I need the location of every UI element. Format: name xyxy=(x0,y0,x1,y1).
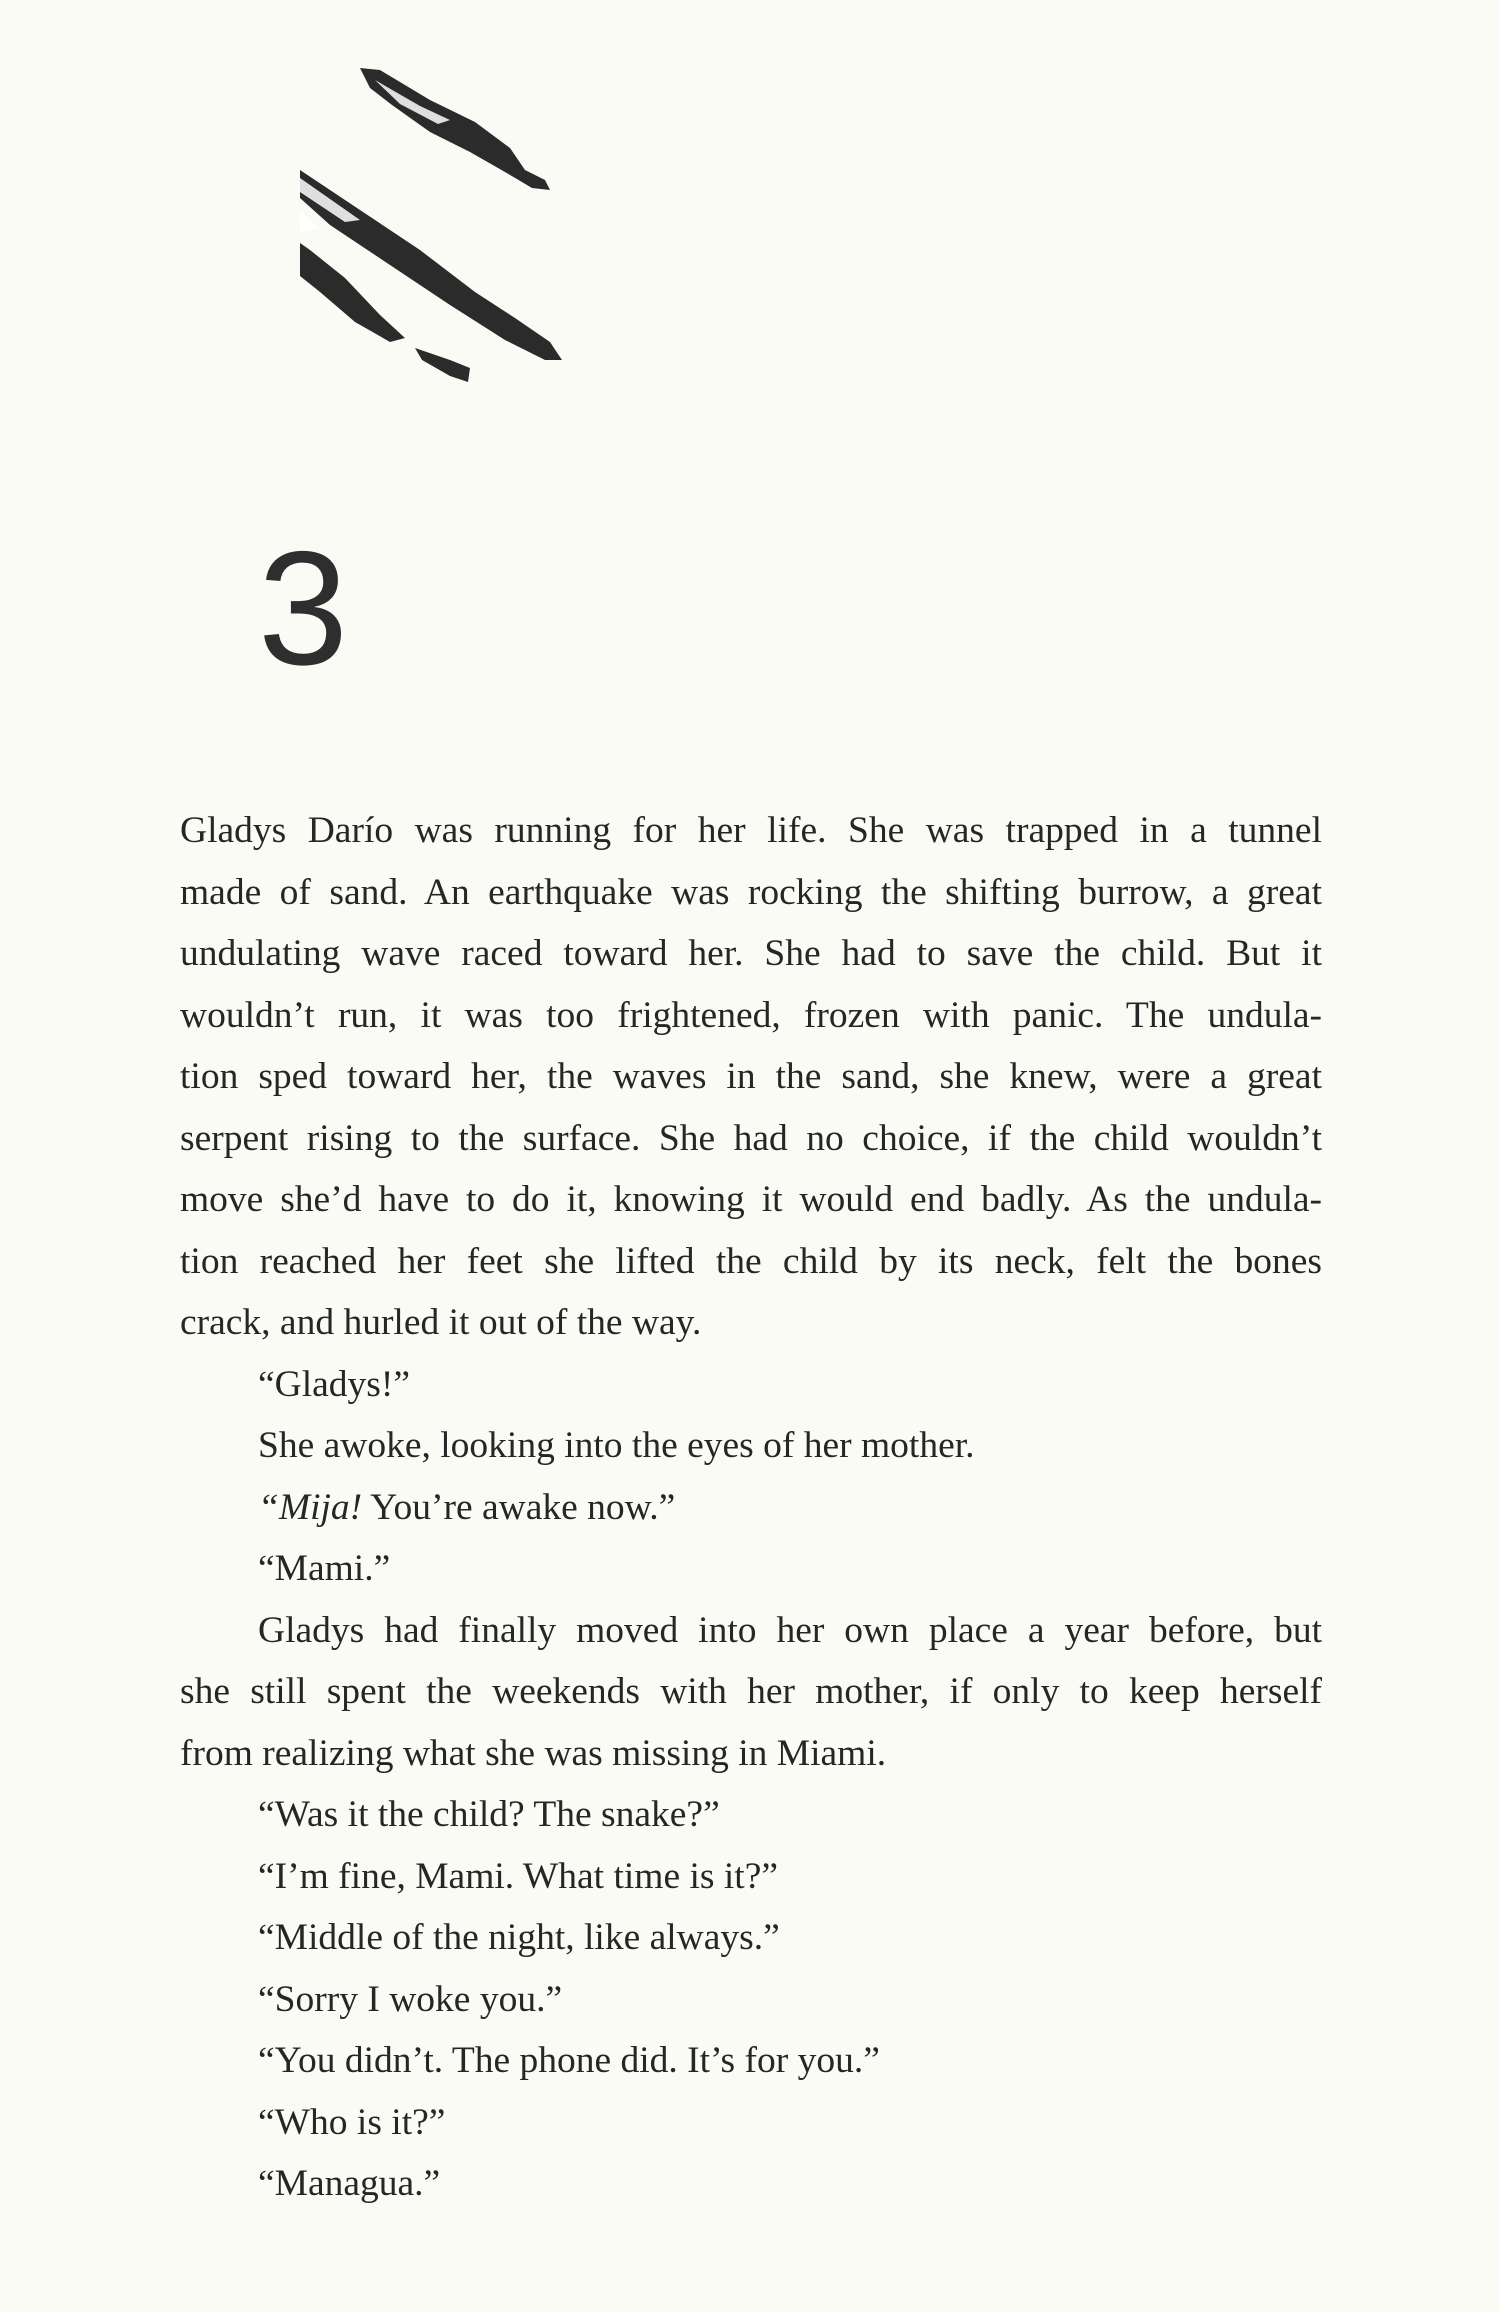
claw-scratch-marks-icon xyxy=(300,60,860,540)
text-line: move she’d have to do it, knowing it would end badly. As the undula- xyxy=(180,1179,1322,1220)
dialog-line: “Managua.” xyxy=(258,2163,441,2204)
paragraph-2 xyxy=(180,1600,1322,1785)
chapter-number: 3 xyxy=(258,518,349,699)
text-line: tion reached her feet she lifted the child by its neck, felt the bones xyxy=(180,1240,1322,1282)
text-line: from realizing what she was missing in Miami. xyxy=(180,1732,887,1774)
text-line: serpent rising to the surface. She had no choice, if the child wouldn’t xyxy=(180,1117,1322,1159)
text-line: made of sand. An earthquake was rocking the shifting burrow, a great xyxy=(180,871,1322,913)
text-line: tion sped toward her, the waves in the sand, she knew, were a great xyxy=(180,1056,1322,1097)
dialog-line xyxy=(180,1477,1322,1539)
text-line: Gladys had finally moved into her own place a year before, but xyxy=(258,1609,1322,1651)
dialog-line: “Was it the child? The snake?” xyxy=(258,1794,720,1835)
dialog-line: “Gladys!” xyxy=(258,1363,411,1405)
text-line: Gladys Darío was running for her life. She was trapped in a tunnel xyxy=(180,810,1322,851)
dialog-line: “You didn’t. The phone did. It’s for you.” xyxy=(258,2040,880,2081)
chapter-body xyxy=(180,800,1322,2215)
text-line: crack, and hurled it out of the way. xyxy=(180,1302,702,1343)
dialog-line: “Mami.” xyxy=(258,1548,391,1589)
text-line: wouldn’t run, it was too frightened, frozen with panic. The undula- xyxy=(180,994,1322,1036)
text-line: she still spent the weekends with her mother, if only to keep herself xyxy=(180,1671,1322,1712)
dialog-line: She awoke, looking into the eyes of her mother. xyxy=(258,1425,975,1466)
dialog-line: “I’m fine, Mami. What time is it?” xyxy=(258,1855,778,1897)
dialog-line: “Who is it?” xyxy=(258,2101,446,2143)
text-line: undulating wave raced toward her. She had to save the child. But it xyxy=(180,933,1322,974)
dialog-line: “Middle of the night, like always.” xyxy=(258,1917,780,1958)
italic-word: “Mija! xyxy=(258,1486,363,1528)
dialog-line: “Sorry I woke you.” xyxy=(258,1978,563,2020)
paragraph-1 xyxy=(180,800,1322,1354)
dialog-text: You’re awake now.” xyxy=(362,1486,676,1528)
